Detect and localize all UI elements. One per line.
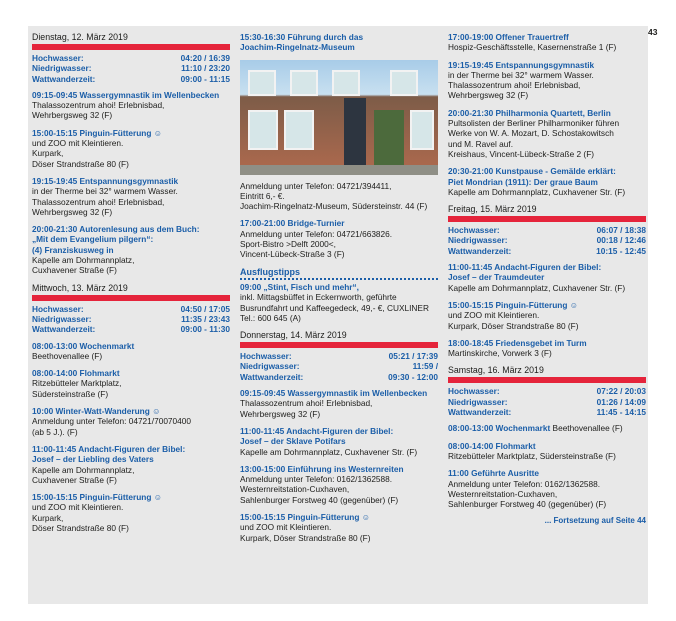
day-date: Samstag, 16. März 2019: [448, 365, 544, 376]
event-body: Anmeldung unter Telefon: 04721/394411, Eintritt 6,- €. Joachim-Ringelnatz-Museum, Südersteinstr. 44 (F): [240, 180, 428, 212]
window-shape: [248, 70, 276, 96]
day-block: [448, 204, 646, 256]
tide-row: [32, 74, 230, 84]
window-shape: [290, 70, 318, 96]
event-body: Thalassozentrum ahoi! Erlebnisbad, Wehrbergsweg 32 (F): [240, 398, 373, 419]
event-body: Kapelle am Dohrmannplatz, Cuxhavener Straße (F): [32, 464, 135, 485]
tide-label: Wattwanderzeit:: [32, 324, 96, 335]
tide-row: [448, 397, 646, 407]
event-body: in der Therme bei 32° warmem Wasser. Thalassozentrum ahoi! Erlebnisbad, Wehrbergsweg 32 (F): [448, 69, 594, 101]
tide-row: [32, 53, 230, 63]
event-title: 19:15-19:45 Entspannungsgymnastik: [448, 59, 595, 70]
tide-value: 11:59 /: [412, 361, 438, 372]
tide-label: Wattwanderzeit:: [448, 407, 512, 418]
event-item: [240, 426, 438, 457]
event-item: [448, 262, 646, 293]
tide-label: Wattwanderzeit:: [32, 73, 96, 84]
tide-label: Niedrigwasser:: [32, 313, 92, 324]
tide-value: 09:00 - 11:30: [180, 324, 230, 335]
event-item: [32, 224, 230, 275]
event-body: Ritzebütteler Marktplatz, Südersteinstraße (F): [448, 450, 616, 461]
red-bar: [32, 44, 230, 50]
column-1: [32, 32, 230, 540]
event-item: [448, 60, 646, 101]
event-body: und ZOO mit Kleintieren. Kurpark, Döser Strandstraße 80 (F): [32, 502, 129, 533]
tide-row: [32, 304, 230, 314]
tide-row: [32, 63, 230, 73]
event-title: 08:00-13:00 Wochenmarkt: [32, 340, 135, 351]
event-body: Hospiz-Geschäftsstelle, Kasernenstraße 1 (F): [448, 42, 617, 53]
event-title: 09:15-09:45 Wassergymnastik im Wellenbecken: [240, 388, 428, 399]
window-shape: [248, 110, 278, 150]
red-bar: [448, 216, 646, 222]
event-body: Anmeldung unter Telefon: 0162/1362588. Westernreitstation-Cuxhaven, Sahlenburger Forstweg 40 (gegenüber) (F): [448, 478, 607, 510]
tide-value: 09:00 - 11:15: [180, 73, 230, 84]
event-item: [448, 423, 646, 433]
tide-row: [448, 407, 646, 417]
tide-label: Hochwasser:: [448, 225, 500, 236]
event-title: 15:30-16:30 Führung durch das Joachim-Ringelnatz-Museum: [240, 32, 364, 53]
continue-link[interactable]: ... Fortsetzung auf Seite 44: [544, 516, 646, 526]
tide-value: 11:10 / 23:20: [181, 63, 230, 74]
window-shape: [390, 70, 418, 96]
event-body: und ZOO mit Kleintieren. Kurpark, Döser Strandstraße 80 (F): [448, 310, 579, 331]
tide-label: Niedrigwasser:: [240, 361, 300, 372]
tide-value: 04:50 / 17:05: [180, 303, 230, 314]
event-item: [448, 108, 646, 159]
tide-table: [240, 351, 438, 382]
event-item: [448, 338, 646, 359]
day-block: [32, 32, 230, 84]
event-item: [240, 32, 438, 53]
tide-row: [32, 314, 230, 324]
red-bar: [448, 377, 646, 383]
tide-label: Wattwanderzeit:: [448, 245, 512, 256]
section-heading: Ausflugstipps: [240, 267, 438, 280]
tide-value: 06:07 / 18:38: [596, 225, 646, 236]
door-shape: [374, 110, 404, 168]
tide-table: [32, 53, 230, 84]
event-item: [32, 492, 230, 533]
tide-value: 11:45 - 14:15: [596, 407, 646, 418]
event-item: [448, 32, 646, 53]
window-shape: [410, 110, 434, 150]
event-body: inkl. Mittagsbüffet in Eckernworth, geführte Busrundfahrt und Kaffeegedeck, 49,- €, CUXLINER Tel.: 600 645 (A): [240, 292, 429, 323]
tide-value: 01:26 / 14:09: [596, 396, 646, 407]
tide-value: 05:21 / 17:39: [388, 351, 438, 362]
event-title: 17:00-19:00 Offener Trauertreff: [448, 32, 569, 42]
event-body: Pultsolisten der Berliner Philharmoniker führen Werke von W. A. Mozart, D. Schostakowitsch und M. Ravel auf. Kreishaus, Vincent-Lübeck-Straße 2 (F): [448, 118, 620, 159]
tide-table: [32, 304, 230, 335]
event-body: Beethovenallee (F): [32, 350, 103, 361]
tide-value: 11:35 / 23:43: [181, 313, 230, 324]
tide-table: [448, 386, 646, 417]
event-title: 20:00-21:30 Autorenlesung aus dem Buch: „Mit dem Evangelium pilgern“: (4) Franziskusweg in: [32, 224, 200, 255]
museum-photo: [240, 60, 438, 175]
event-item: [32, 176, 230, 217]
tide-row: [32, 324, 230, 334]
event-body: und ZOO mit Kleintieren. Kurpark, Döser Strandstraße 80 (F): [240, 522, 371, 543]
tide-value: 10:15 - 12:45: [596, 245, 646, 256]
event-title: 17:00-21:00 Bridge-Turnier: [240, 218, 345, 229]
event-body: Ritzebütteler Marktplatz, Südersteinstraße (F): [32, 378, 122, 399]
window-shape: [284, 110, 314, 150]
event-title: 13:00-15:00 Einführung ins Westernreiten: [240, 463, 404, 474]
event-item: [448, 166, 646, 197]
day-date: Freitag, 15. März 2019: [448, 204, 537, 215]
event-title: 18:00-18:45 Friedensgebet im Turm: [448, 337, 587, 348]
event-line: [448, 423, 646, 433]
day-date: Donnerstag, 14. März 2019: [240, 330, 347, 341]
event-item: [32, 368, 230, 399]
event-body: und ZOO mit Kleintieren. Kurpark, Döser Strandstraße 80 (F): [32, 138, 129, 169]
event-body: Anmeldung unter Telefon: 0162/1362588. Westernreitstation-Cuxhaven, Sahlenburger Forstweg 40 (gegenüber) (F): [240, 474, 399, 505]
event-title: 20:30-21:00 Kunstpause - Gemälde erklärt: Piet Mondrian (1911): Der graue Baum: [448, 166, 616, 187]
tide-row: [240, 372, 438, 382]
tide-row: [448, 235, 646, 245]
event-item: [32, 406, 230, 437]
event-item: [32, 341, 230, 362]
tide-row: [240, 361, 438, 371]
event-title: 09:00 „Stint, Fisch und mehr“,: [240, 281, 359, 292]
tide-label: Hochwasser:: [240, 351, 292, 362]
event-item: [32, 444, 230, 485]
tide-row: [240, 351, 438, 361]
event-body: Kapelle am Dohrmannplatz, Cuxhavener Straße (F): [32, 255, 135, 276]
event-item: [448, 468, 646, 509]
red-bar: [32, 295, 230, 301]
ground-shape: [240, 165, 438, 175]
event-title: 11:00-11:45 Andacht-Figuren der Bibel: Josef – der Liebling des Vaters: [32, 443, 186, 465]
event-item: [240, 218, 438, 259]
event-title: 11:00 Geführte Ausritte: [448, 468, 539, 479]
tide-row: [448, 386, 646, 396]
event-item: [448, 441, 646, 462]
event-item: [240, 282, 438, 323]
column-3: [448, 32, 646, 527]
red-bar: [240, 342, 438, 348]
day-block: [32, 283, 230, 335]
page-number: 43: [648, 27, 658, 37]
event-title: 15:00-15:15 Pinguin-Fütterung ☺: [240, 512, 371, 523]
event-title: 20:00-21:30 Philharmonia Quartett, Berlin: [448, 107, 611, 118]
event-title: 10:00 Winter-Watt-Wanderung ☺: [32, 406, 161, 417]
event-item: [240, 388, 438, 419]
tide-value: 00:18 / 12:46: [596, 235, 646, 246]
event-item: [240, 181, 438, 212]
tide-row: [448, 246, 646, 256]
event-body: Kapelle am Dohrmannplatz, Cuxhavener Str. (F): [448, 186, 626, 197]
event-body: in der Therme bei 32° warmem Wasser. Thalassozentrum ahoi! Erlebnisbad, Wehrbergsweg 32 (F): [32, 186, 178, 217]
event-body: Beethovenallee (F): [552, 423, 623, 434]
event-body: Kapelle am Dohrmannplatz, Cuxhavener Str. (F): [448, 282, 626, 293]
tide-label: Niedrigwasser:: [32, 63, 92, 74]
tide-label: Wattwanderzeit:: [240, 371, 304, 382]
event-item: [240, 512, 438, 543]
window-shape: [332, 70, 360, 96]
stele-shape: [344, 98, 366, 168]
event-body: Martinskirche, Vorwerk 3 (F): [448, 348, 552, 359]
day-date: Dienstag, 12. März 2019: [32, 32, 128, 42]
event-title: 15:00-15:15 Pinguin-Fütterung ☺: [32, 127, 163, 138]
event-title: 08:00-13:00 Wochenmarkt: [448, 423, 551, 434]
tide-label: Niedrigwasser:: [448, 396, 508, 407]
day-block: [240, 330, 438, 382]
event-body: Anmeldung unter Telefon: 04721/70070400 (ab 5 J.). (F): [32, 416, 192, 437]
event-title: 09:15-09:45 Wassergymnastik im Wellenbecken: [32, 89, 220, 100]
event-item: [448, 300, 646, 331]
tide-table: [448, 225, 646, 256]
event-body: Kapelle am Dohrmannplatz, Cuxhavener Str. (F): [240, 446, 418, 457]
event-item: [32, 128, 230, 169]
tide-value: 09:30 - 12:00: [388, 371, 438, 382]
event-item: [240, 464, 438, 505]
event-title: 08:00-14:00 Flohmarkt: [32, 368, 120, 379]
event-item: [32, 90, 230, 121]
tide-value: 04:20 / 16:39: [180, 53, 230, 63]
event-title: 11:00-11:45 Andacht-Figuren der Bibel: Josef – der Traumdeuter: [448, 262, 602, 283]
event-title: 15:00-15:15 Pinguin-Fütterung ☺: [32, 492, 163, 503]
event-body: Anmeldung unter Telefon: 04721/663826. Sport-Bistro >Delft 2000<, Vincent-Lübeck-Straße 3 (F): [240, 228, 393, 260]
tide-row: [448, 225, 646, 235]
tide-label: Hochwasser:: [448, 386, 500, 397]
day-date: Mittwoch, 13. März 2019: [32, 282, 128, 293]
column-2: [240, 32, 438, 550]
event-title: 19:15-19:45 Entspannungsgymnastik: [32, 175, 179, 186]
tide-label: Niedrigwasser:: [448, 235, 508, 246]
event-title: 15:00-15:15 Pinguin-Fütterung ☺: [448, 299, 579, 310]
event-title: 08:00-14:00 Flohmarkt: [448, 440, 536, 451]
tide-value: 07:22 / 20:03: [596, 386, 646, 397]
event-body: Thalassozentrum ahoi! Erlebnisbad, Wehrbergsweg 32 (F): [32, 100, 165, 121]
event-title: 11:00-11:45 Andacht-Figuren der Bibel: Josef – der Sklave Potifars: [240, 425, 394, 447]
tide-label: Hochwasser:: [32, 303, 84, 314]
day-block: [448, 365, 646, 417]
tide-label: Hochwasser:: [32, 53, 84, 63]
